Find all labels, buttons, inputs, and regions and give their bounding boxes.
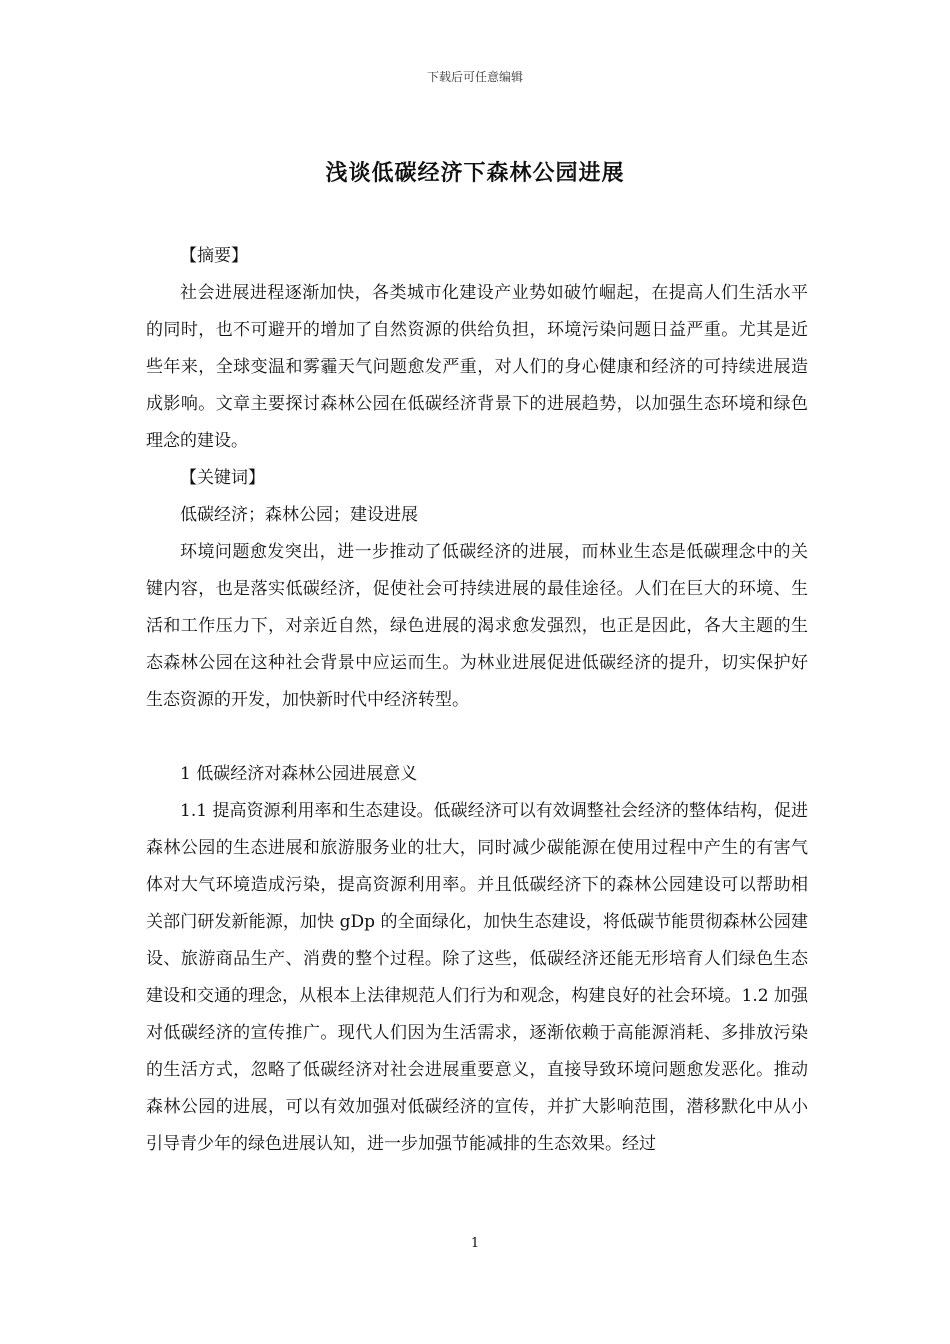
intro-paragraph: 环境问题愈发突出，进一步推动了低碳经济的进展，而林业生态是低碳理念中的关键内容，也是落实低碳经济，促使社会可持续进展的最佳途径。人们在巨大的环境、生活和工作压力下，对亲近自然，绿色进展的渴求愈发强烈，也正是因此，各大主题的生态森林公园在这种社会背景中应运而生。为林业进展促进低碳经济的提升，切实保护好生态资源的开发，加快新时代中经济转型。 bbox=[146, 542, 808, 710]
document-title: 浅谈低碳经济下森林公园进展 bbox=[325, 161, 625, 186]
document-body bbox=[146, 238, 808, 1163]
section1-paragraph: 1.1 提高资源利用率和生态建设。低碳经济可以有效调整社会经济的整体结构，促进森林公园的生态进展和旅游服务业的壮大，同时减少碳能源在使用过程中产生的有害气体对大气环境造成污染，提高资源利用率。并且低碳经济下的森林公园建设可以帮助相关部门研发新能源，加快 gDp 的全面绿化，加快生态建设，将低碳节能贯彻森林公园建设、旅游商品生产、消费的整个过程。除了这些，低碳经济还能无形培育人们绿色生态建设和交通的理念，从根本上法律规范人们行为和观念，构建良好的社会环境。1.2 加强对低碳经济的宣传推广。现代人们因为生活需求，逐渐依赖于高能源消耗、多排放污染的生活方式，忽略了低碳经济对社会进展重要意义，直接导致环境问题愈发恶化。推动森林公园的进展，可以有效加强对低碳经济的宣传，并扩大影响范围，潜移默化中从小引导青少年的绿色进展认知，进一步加强节能减排的生态效果。经过 bbox=[146, 801, 808, 1154]
keywords-text: 低碳经济；森林公园；建设进展 bbox=[180, 505, 418, 525]
keywords-heading: 【关键词】 bbox=[180, 468, 265, 488]
abstract-heading: 【摘要】 bbox=[180, 246, 248, 266]
header-note: 下载后可任意编辑 bbox=[426, 70, 523, 84]
page-number: 1 bbox=[470, 1236, 480, 1251]
abstract-text: 社会进展进程逐渐加快，各类城市化建设产业势如破竹崛起，在提高人们生活水平的同时，也不可避开的增加了自然资源的供给负担，环境污染问题日益严重。尤其是近些年来，全球变温和雾霾天气问题愈发严重，对人们的身心健康和经济的可持续进展造成影响。文章主要探讨森林公园在低碳经济背景下的进展趋势，以加强生态环境和绿色理念的建设。 bbox=[146, 283, 808, 451]
section1-heading: 1 低碳经济对森林公园进展意义 bbox=[180, 764, 418, 784]
